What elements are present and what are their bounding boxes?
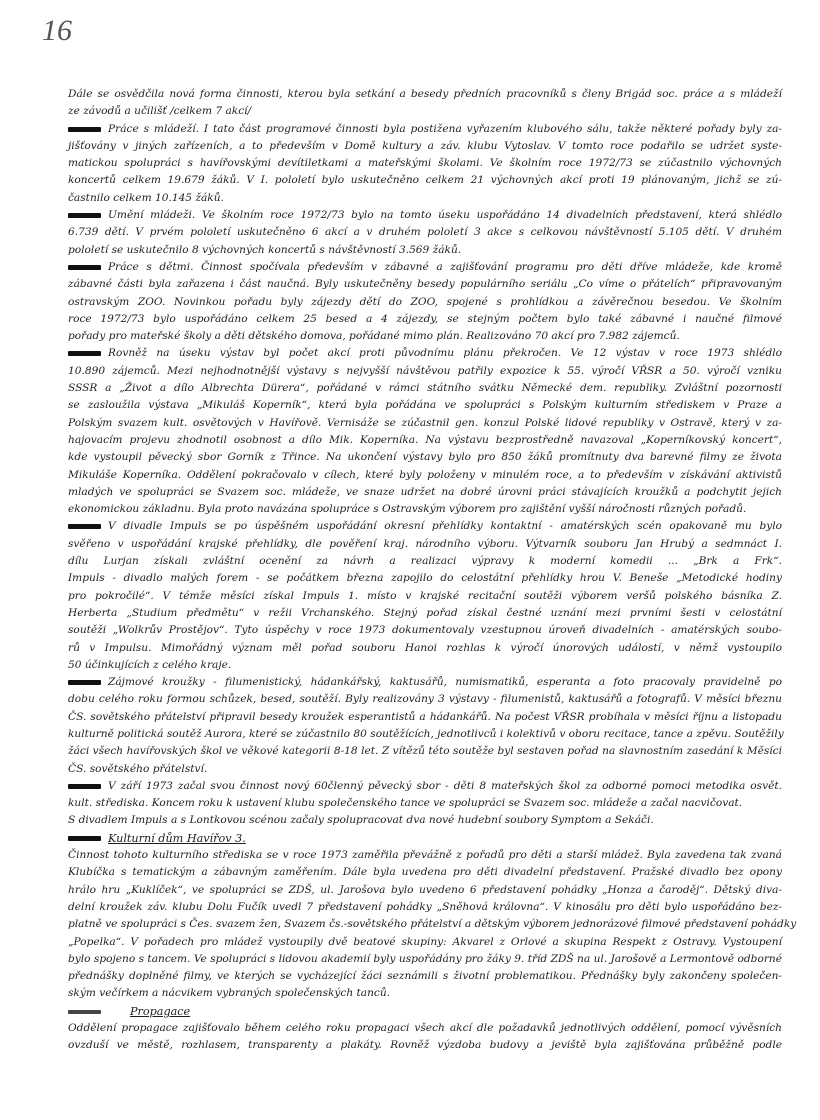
text-line-content: bylo spojeno s tancem. Ve spolupráci s lidovou akademií byly uspořádány pro žáky 9. tříd ZDŠ na ul. Jarošově a Lermontově odborné — [68, 952, 782, 965]
text-line — [68, 588, 782, 605]
text-line-content: Mikuláše Koperníka. Oddělení pokračovalo v cílech, které byly položeny v minulém roce, a to především v získávání aktivistů — [68, 468, 782, 481]
text-line-content: ostravským ZOO. Novinkou pořadu byly zájezdy dětí do ZOO, spojené s prohlídkou a závěrečnou besedou. Ve školním — [68, 295, 782, 308]
text-line-content: dílu Lurjan získali zvláštní ocenění za návrh a realizaci výpravy k moderní komedii ... „Brk a Frk“. — [68, 555, 782, 568]
text-line-content: V divadle Impuls se po úspěšném uspořádání okresní přehlídky kontaktní - amatérských scén opakovaně mu bylo — [108, 520, 782, 533]
text-line-content: SSSR a „Život a dílo Albrechta Dürera“, pořádané v rámci státního svátku Německé dem. republiky. Zvláštní pozornosti — [68, 382, 782, 395]
text-line — [68, 951, 782, 968]
redaction-bar — [68, 127, 101, 132]
text-line — [68, 761, 782, 778]
text-line — [68, 328, 782, 345]
text-line-content: pořady pro mateřské školy a děti dětského domova, pořádané mimo plán. Realizováno 70 akcí pro 7.982 zájemců. — [68, 330, 680, 343]
text-line-content: 6.739 dětí. V prvém pololetí uskutečněno 6 akcí a v druhém pololetí 3 akce s celkovou návštěvností 5.105 dětí. V druhém — [68, 226, 782, 239]
text-line — [68, 138, 782, 155]
text-line — [68, 778, 782, 795]
text-line-content: pro pokročilé“. V témže měsíci získal Impuls 1. místo v krajské recitační soutěži výborem veršů polského básníka Z. — [68, 589, 782, 602]
redaction-bar — [68, 836, 101, 841]
text-line-content: pololetí se uskutečnilo 8 výchovných koncertů s návštěvností 3.569 žáků. — [68, 243, 462, 256]
text-line-content: dobu celého roku formou schůzek, besed, soutěží. Byly realizovány 3 výstavy - filumenistů, kaktusářů a fotografů. V měsíci březnu — [68, 693, 782, 706]
text-line-content: hajovacím projevu zhodnotil osobnost a dílo Mik. Koperníka. Na výstavu bezprostředně navazoval „Koperníkovský koncert“, — [68, 433, 782, 446]
text-line — [68, 743, 782, 760]
text-line-content: ČS. sovětského přátelství připravil besedy kroužek esperantistů a hádankářů. Na počest VŘSR probíhala v měsíci říjnu a listopadu — [68, 710, 782, 723]
heading-line — [68, 830, 782, 847]
text-line — [68, 968, 782, 985]
text-line — [68, 518, 782, 535]
text-line — [68, 795, 782, 812]
text-line — [68, 812, 782, 829]
text-line-content: jišťovány v jiných zařízeních, a to především v Domě kultury a záv. klubu Vytoslav. V tomto roce podařilo se udržet syste- — [68, 139, 782, 152]
text-line — [68, 726, 782, 743]
section-vystavy — [68, 345, 782, 518]
text-line — [68, 622, 782, 639]
text-line — [68, 311, 782, 328]
text-line — [68, 345, 782, 362]
text-line-content: zábavné části byla zařazena i část naučná. Byly uskutečněny besedy populárního seriálu „Co víme o přátelích“ připravovaným — [68, 278, 782, 291]
section-heading: Propagace — [130, 1004, 191, 1018]
text-line — [68, 640, 782, 657]
text-line-content: Klubíčka s tematickým a zábavným zaměřením. Dále byla uvedena pro děti divadelní představení. Pražské divadlo bez opony — [68, 866, 782, 879]
text-line-content: Impuls - divadlo malých forem - se počátkem března zapojilo do celostátní přehlídky hrou V. Beneše „Metodické hodiny — [68, 572, 782, 585]
text-line-content: ze závodů a učilišť /celkem 7 akcí/ — [68, 105, 252, 118]
heading-line — [68, 1003, 782, 1020]
text-line-content: soutěži „Wolkrův Prostějov“. Tyto úspěchy v roce 1973 dokumentovaly vzestupnou úroveň divadelních - amatérských soubo- — [68, 624, 782, 637]
redaction-bar — [68, 213, 101, 218]
text-line — [68, 397, 782, 414]
text-line — [68, 1020, 782, 1037]
text-line — [68, 899, 782, 916]
text-line — [68, 242, 782, 259]
text-line — [68, 916, 797, 933]
text-line — [68, 155, 782, 172]
text-line-content: kde vystoupil pěvecký sbor Gorník z Třince. Na ukončení výstavy bylo pro 850 žáků promítnuty dva barevné filmy ze života — [68, 451, 782, 464]
text-line-content: matickou spolupráci s havířovskými devítiletkami a mateřskými školami. Ve školním roce 1972/73 se zúčastnilo výchovných — [68, 157, 782, 170]
text-line-content: kult. střediska. Koncem roku k ustavení klubu společenského tance ve spolupráci se Svazem soc. mládeže a začal nacvičovat. — [68, 797, 743, 810]
text-line — [68, 190, 782, 207]
text-line-content: se zasloužila výstava „Mikuláš Koperník“, která byla pořádána ve spolupráci s Polským kulturním střediskem v Praze a — [68, 399, 782, 412]
text-line — [68, 103, 782, 120]
text-line-content: koncertů celkem 19.679 žáků. V I. pololetí bylo uskutečněno celkem 21 výchovných akcí proti 19 plánovaným, jichž se zú- — [68, 174, 782, 187]
text-line — [68, 536, 782, 553]
text-line — [68, 985, 782, 1002]
text-line — [68, 259, 782, 276]
text-line-content: Herberta „Studium předmětu“ v režii Vrchanského. Stejný pořad získal čestné uznání mezi prvními šesti v celostátní — [68, 606, 782, 619]
text-line — [68, 432, 782, 449]
text-line-content: roce 1972/73 bylo uspořádáno celkem 25 besed a 4 zájezdy, se stejným počtem bylo také zábavné i naučné filmové — [68, 312, 782, 325]
text-line — [68, 691, 782, 708]
section-pevecky-sbor — [68, 778, 782, 830]
text-line — [68, 501, 782, 518]
text-line — [68, 121, 782, 138]
text-line-content: S divadlem Impuls a s Lontkovou scénou začaly spolupracovat dva nové hudební soubory Symptom a Sekáči. — [68, 814, 654, 827]
text-line-content: ovzduší ve městě, rozhlasem, transparenty a plakáty. Rovněž výzdoba budovy a jeviště byla zajišťována průběžně podle — [68, 1039, 782, 1052]
text-line — [68, 415, 782, 432]
text-line-content: Rovněž na úseku výstav byl počet akcí proti původnímu plánu překročen. Ve 12 výstav v roce 1973 shlédlo — [108, 347, 782, 360]
text-line-content: ČS. sovětského přátelství. — [68, 762, 208, 775]
text-line-content: mladých ve spolupráci se Svazem soc. mládeže, ve snaze udržet na dobré úrovni práci stávajících kroužků a podchytit jejich — [68, 485, 782, 498]
text-line — [68, 294, 782, 311]
section-zajmove-krouzky — [68, 674, 782, 778]
text-line-content: 50 účinkujících z celého kraje. — [68, 658, 232, 671]
text-line — [68, 484, 782, 501]
redaction-bar — [68, 784, 101, 789]
text-line — [68, 276, 782, 293]
text-line-content: Polským svazem kult. osvětových v Havířově. Vernisáže se zúčastnil gen. konzul Polské lidové republiky v Ostravě, který v za- — [68, 416, 782, 429]
text-line — [68, 1037, 782, 1054]
text-line-content: Práce s dětmi. Činnost spočívala především v zábavné a zajišťování programu pro děti dříve mládeže, kde kromě — [108, 260, 782, 273]
text-line — [68, 224, 782, 241]
text-line — [68, 86, 782, 103]
text-line — [68, 553, 782, 570]
text-line — [68, 467, 782, 484]
text-line-content: Práce s mládeží. I tato část programové činnosti byla postižena vyřazením klubového sálu, takže některé pořady byly za- — [108, 122, 782, 135]
text-line-content: Oddělení propagace zajišťovalo během celého roku propagaci všech akcí dle požadavků jednotlivých oddělení, pomocí vývěsních — [68, 1022, 782, 1035]
text-line — [68, 934, 782, 951]
text-line — [68, 449, 782, 466]
section-umeni-mladezi — [68, 207, 782, 259]
text-line-content: V září 1973 začal svou činnost nový 60členný pěvecký sbor - děti 8 mateřských škol za odborné pomoci metodika osvět. — [108, 779, 782, 792]
text-line-content: Dále se osvědčila nová forma činnosti, kterou byla setkání a besedy předních pracovníků s členy Brigád soc. práce a s mládeží — [68, 88, 782, 100]
text-line — [68, 570, 782, 587]
text-line-content: ským večírkem a nácvikem vybraných společenských tanců. — [68, 987, 391, 1000]
section-propagace — [68, 1003, 782, 1055]
handwritten-report-body — [68, 86, 797, 1055]
text-line-content: rů v Impulsu. Mimořádný význam měl pořad souboru Hanoi rozhlas k výročí únorových událostí, v němž vystoupilo — [68, 641, 782, 654]
text-line-content: ekonomickou základnu. Byla proto navázána spolupráce s Ostravským výborem pro zajištění vyšší náročnosti různých pořadů. — [68, 503, 747, 516]
text-line — [68, 207, 782, 224]
section-divadlo-impuls — [68, 518, 782, 674]
text-line-content: „Popelka“. V pořadech pro mládež vystoupily dvě beatové skupiny: Akvarel z Orlové a skupina Respekt z Ostravy. Vystoupení — [68, 935, 782, 948]
text-line — [68, 657, 782, 674]
text-line-content: 10.890 zájemců. Mezi nejhodnotnější výstavy s nejvyšší návštěvou patřily expozice k 55. výročí VŘSR a 50. výročí vzniku — [68, 364, 782, 377]
page-number: 16 — [42, 14, 72, 47]
text-line-content: žáci všech havířovských škol ve věkové kategorii 8-18 let. Z vítězů této soutěže byl sestaven pořad na slavnostním zasedání k Měsíci — [68, 745, 782, 758]
section-intro — [68, 86, 782, 121]
text-line-content: Zájmové kroužky - filumenistický, hádankářský, kaktusářů, numismatiků, esperanta a foto pracovaly pravidelně po — [108, 676, 782, 689]
redaction-bar — [68, 680, 101, 685]
text-line-content: častnilo celkem 10.145 žáků. — [68, 191, 224, 204]
redaction-bar — [68, 524, 101, 529]
text-line — [68, 605, 782, 622]
section-prace-s-detmi — [68, 259, 782, 345]
text-line-content: Činnost tohoto kulturního střediska se v roce 1973 zaměřila převážně z pořadů pro děti a starší mládež. Byla zavedena tak zvaná — [68, 849, 782, 862]
redaction-bar — [68, 1010, 101, 1014]
section-kulturni-dum — [68, 830, 797, 1003]
text-line — [68, 847, 782, 864]
text-line-content: Umění mládeži. Ve školním roce 1972/73 bylo na tomto úseku uspořádáno 14 divadelních představení, která shlédlo — [108, 209, 782, 222]
section-prace-s-mladezi — [68, 121, 782, 207]
text-line-content: přednášky doplněné filmy, ve kterých se vycházející žáci seznámili s životní problematikou. Přednášky byly zakončeny společen- — [68, 970, 782, 983]
text-line — [68, 172, 782, 189]
redaction-bar — [68, 351, 101, 356]
redaction-bar — [68, 265, 101, 270]
text-line — [68, 864, 782, 881]
text-line-content: hrálo hru „Kuklíček“, ve spolupráci se ZDŠ, ul. Jarošova bylo uvedeno 6 představení pohádky „Honza a čaroděj“. Dětský diva- — [68, 883, 782, 896]
section-heading: Kulturní dům Havířov 3. — [108, 831, 246, 845]
text-line — [68, 363, 782, 380]
text-line-content: delní kroužek záv. klubu Dolu Fučík uvedl 7 představení pohádky „Sněhová královna“. V kinosálu pro děti bylo uspořádáno bez- — [68, 900, 782, 913]
text-line — [68, 709, 782, 726]
text-line — [68, 674, 782, 691]
text-line-content: platně ve spolupráci s Čes. svazem žen, Svazem čs.-sovětského přátelství a dětským výborem jednorázové filmové představení pohádky — [68, 918, 797, 931]
text-line-content: svěřeno v uspořádání krajské přehlídky, dle pověření kraj. národního výboru. Výtvarník souboru Jan Hrubý a sedmnáct I. — [68, 537, 782, 550]
text-line-content: kulturně politická soutěž Aurora, které se zúčastnilo 80 soutěžících, jednotlivců i kolektivů v oboru recitace, tance a zpěvu. Soutěžily — [68, 727, 784, 740]
text-line — [68, 380, 782, 397]
text-line — [68, 882, 782, 899]
